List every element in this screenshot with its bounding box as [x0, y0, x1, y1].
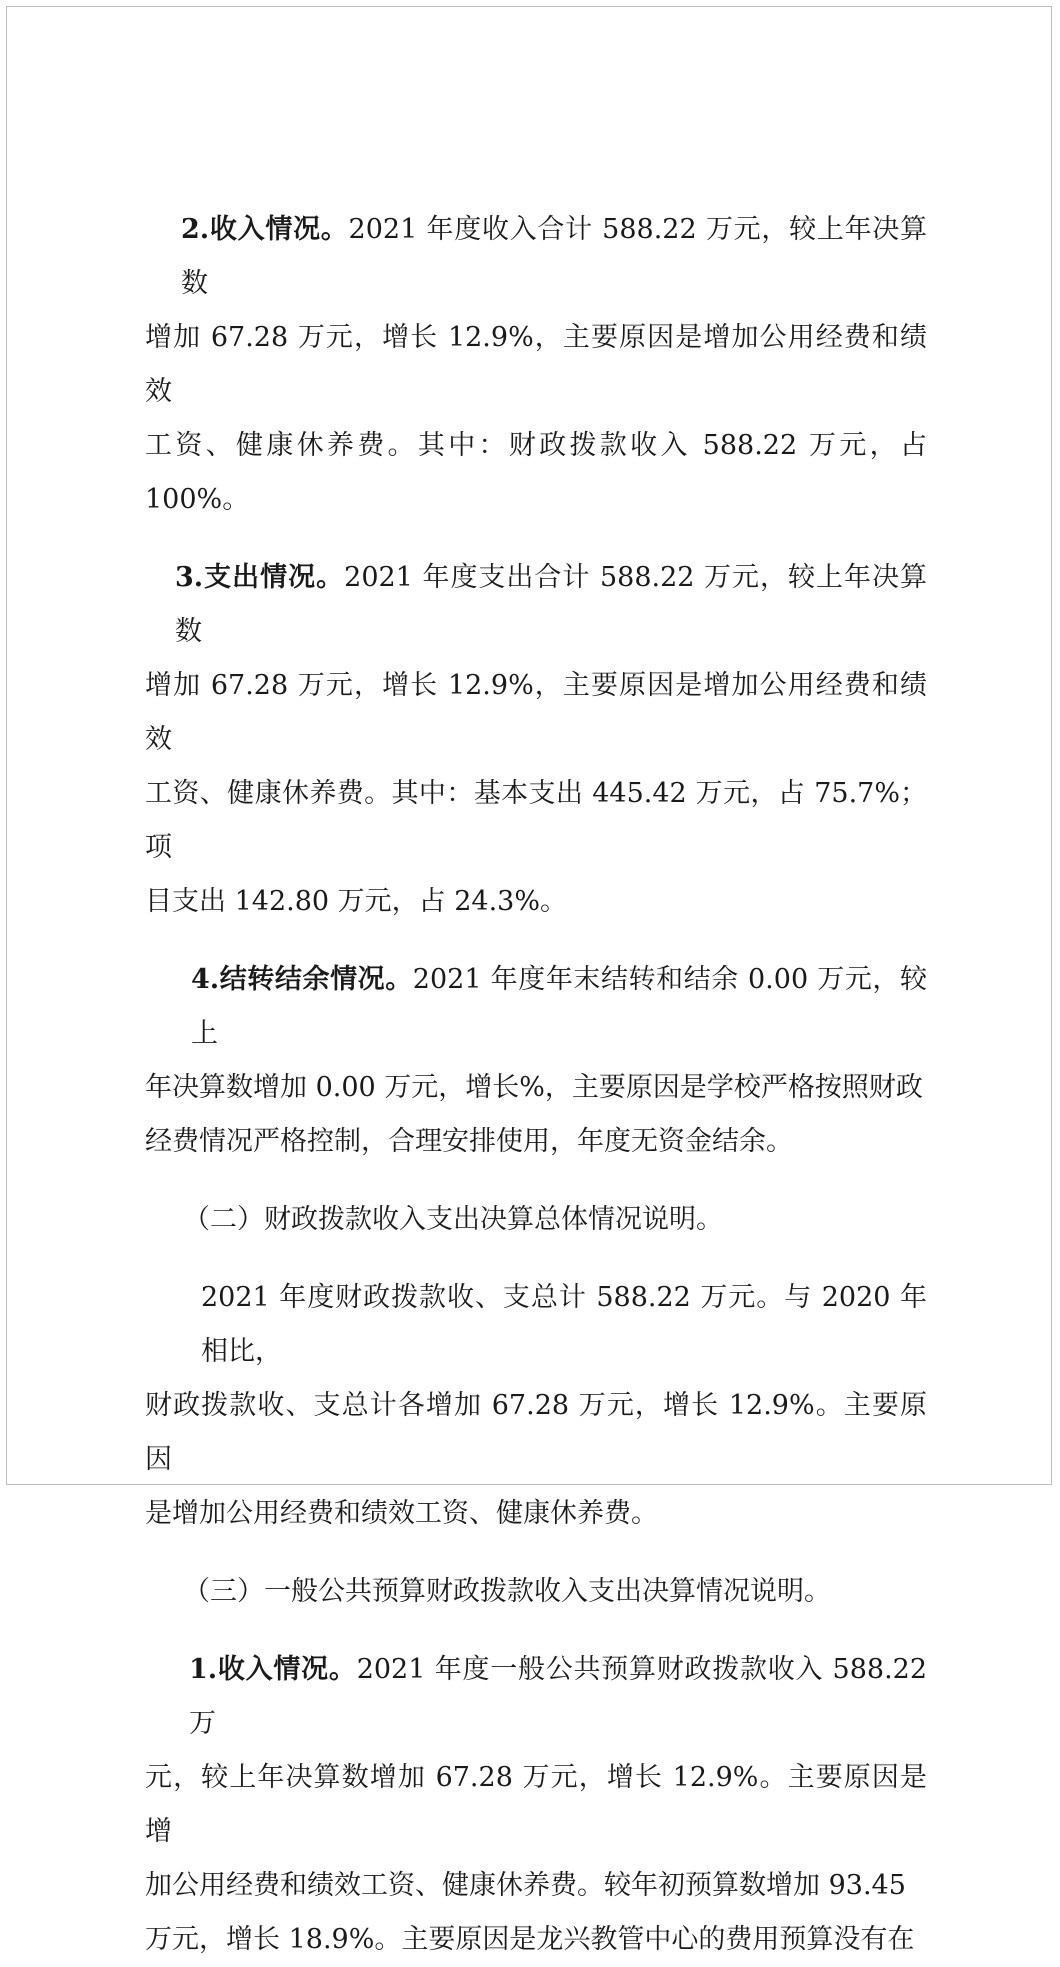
text-line: 年决算数增加 0.00 万元，增长%，主要原因是学校严格按照财政 — [145, 1072, 923, 1103]
text-line: 财政拨款收、支总计各增加 67.28 万元，增长 12.9%。主要原因 — [145, 1390, 927, 1475]
paragraph-balance — [145, 953, 927, 1169]
text-line: 加公用经费和绩效工资、健康休养费。较年初预算数增加 93.45 — [145, 1870, 906, 1901]
text-line — [145, 551, 927, 659]
section-heading-2: （二）财政拨款收入支出决算总体情况说明。 — [183, 1204, 723, 1235]
paragraph-gap — [145, 527, 927, 551]
paragraph-lead: 2.收入情况。 — [181, 214, 349, 245]
text-run: 2021 年度年末结转和结余 0.00 万元，较上 — [191, 964, 928, 1049]
paragraph-lead: 4.结转结余情况。 — [191, 964, 413, 995]
paragraph-gap — [145, 1541, 927, 1565]
section-heading-3: （三）一般公共预算财政拨款收入支出决算情况说明。 — [183, 1576, 831, 1607]
paragraph-income — [145, 203, 927, 527]
paragraph-lead: 1.收入情况。 — [189, 1654, 357, 1685]
text-line: 元，较上年决算数增加 67.28 万元，增长 12.9%。主要原因是增 — [145, 1762, 927, 1847]
text-line: 增加 67.28 万元，增长 12.9%，主要原因是增加公用经费和绩效 — [145, 670, 927, 755]
text-line: 工资、健康休养费。其中：基本支出 445.42 万元，占 75.7%；项 — [145, 778, 927, 863]
paragraph-general-income — [145, 1643, 927, 1967]
text-line — [145, 953, 927, 1061]
text-line: 2021 年度财政拨款收、支总计 588.22 万元。与 2020 年相比， — [201, 1282, 927, 1367]
text-line — [145, 203, 927, 311]
paragraph-gap — [145, 1247, 927, 1271]
paragraph-gap — [145, 1169, 927, 1193]
text-line — [145, 1643, 927, 1751]
paragraph-expense — [145, 551, 927, 929]
paragraph-gap — [145, 929, 927, 953]
text-line: 目支出 142.80 万元，占 24.3%。 — [145, 886, 567, 917]
text-line: 增加 67.28 万元，增长 12.9%，主要原因是增加公用经费和绩效 — [145, 322, 927, 407]
paragraph-gap — [145, 1619, 927, 1643]
document-page — [6, 6, 1052, 1955]
text-run: 2021 年度一般公共预算财政拨款收入 588.22 万 — [189, 1654, 928, 1739]
paragraph-lead: 3.支出情况。 — [175, 562, 345, 593]
text-line: 万元，增长 18.9%。主要原因是龙兴教管中心的费用预算没有在 — [145, 1924, 915, 1955]
text-run: 2021 年度支出合计 588.22 万元，较上年决算数 — [175, 562, 927, 647]
text-line: 是增加公用经费和绩效工资、健康休养费。 — [145, 1498, 658, 1529]
text-line: 经费情况严格控制，合理安排使用，年度无资金结余。 — [145, 1126, 793, 1157]
paragraph-fiscal — [145, 1271, 927, 1541]
text-run: 2021 年度收入合计 588.22 万元，较上年决算数 — [181, 214, 928, 299]
document-body — [145, 203, 927, 1967]
text-line: 工资、健康休养费。其中：财政拨款收入 588.22 万元，占 100%。 — [145, 430, 927, 515]
